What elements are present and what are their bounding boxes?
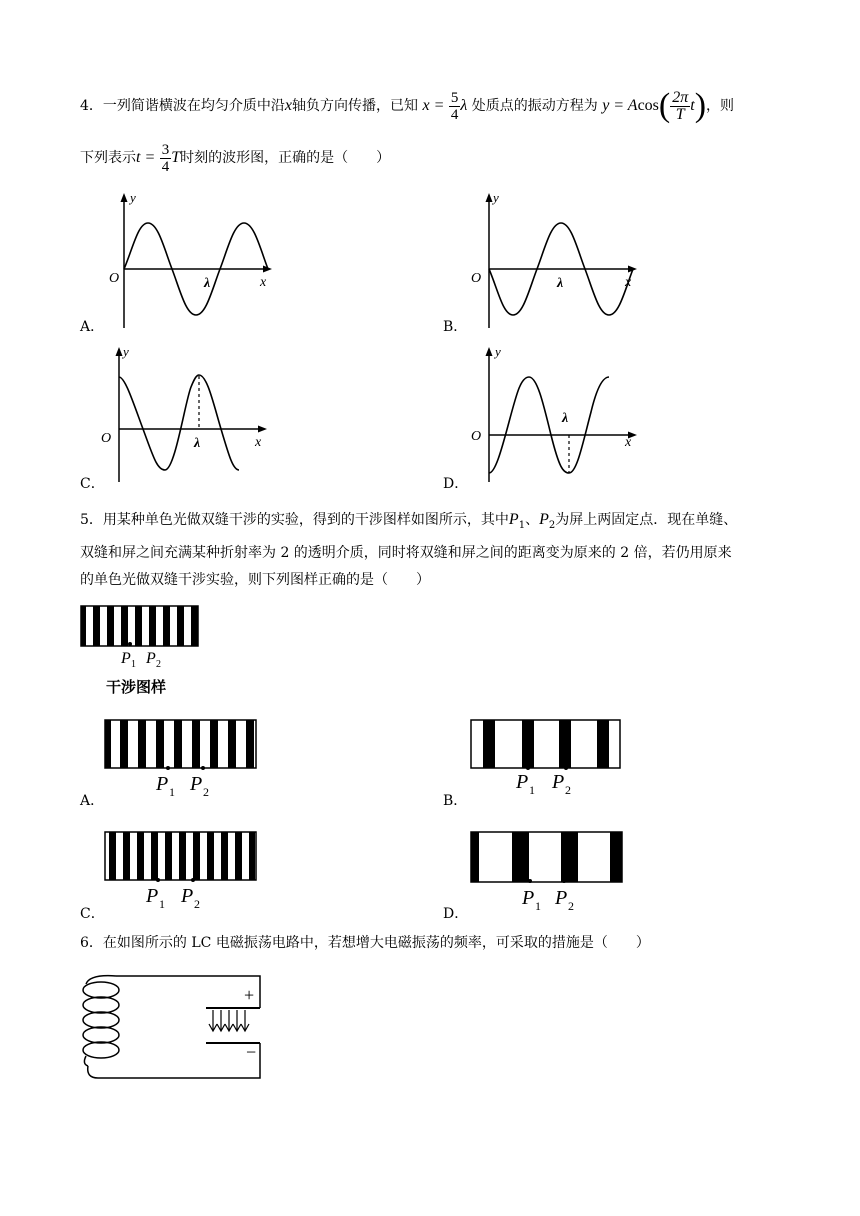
q5-pattern-a (104, 718, 264, 800)
q4-eq2-fraction: $\frac{2\pi}{T}$ (672, 88, 689, 123)
graph-y-label: y (130, 190, 136, 205)
q4-text3: 处质点的振动方程为 (471, 98, 598, 114)
svg-text:1: 1 (529, 783, 535, 797)
capacitor (206, 1008, 260, 1043)
q5-line1: 5．用某种单色光做双缝干涉的实验，得到的干涉图样如图所示，其中$P_1$、$P_2$为屏上两固定点．现在单缝、 (80, 511, 738, 531)
q5-caption: 干涉图样 (106, 678, 167, 696)
q4-eq1-lambda: λ (460, 97, 468, 114)
q4-graph-a (100, 188, 280, 333)
svg-text:1: 1 (535, 899, 541, 912)
q4-eq3-lhs: t = (136, 149, 156, 166)
q4-eq2-cos: cos (637, 97, 659, 114)
q5-reference-pattern (80, 605, 205, 670)
q5-pattern-d (470, 830, 630, 912)
svg-text:P: P (190, 773, 203, 795)
graph-origin-label: O (109, 271, 120, 286)
svg-text:P: P (552, 771, 565, 793)
q4-x-var: x (284, 97, 293, 114)
plus-sign: + (244, 985, 255, 1005)
graph-y-label: y (123, 344, 129, 359)
svg-text:P: P (181, 885, 194, 907)
q4-option-d: D． (443, 476, 469, 492)
svg-text:P: P (146, 650, 156, 667)
q4-text2: 轴负方向传播，已知 (292, 98, 419, 114)
q4-line2-b: 时刻的波形图，正确的是（ ） (180, 150, 391, 166)
q4-graph-b (465, 188, 645, 333)
q5-option-a: A． (80, 793, 105, 809)
graph-x-label: x (255, 435, 262, 450)
q4-option-a: A． (80, 319, 105, 335)
svg-text:1: 1 (131, 659, 136, 670)
graph-lambda-label: λ (562, 411, 569, 426)
svg-text:2: 2 (565, 783, 571, 797)
q4-text1: 一列简谐横波在均匀介质中沿 (102, 98, 285, 114)
q5-option-d: D． (443, 906, 469, 922)
q4-text4: ，则 (706, 98, 735, 114)
q4-number: 4． (80, 98, 103, 114)
graph-x-label: x (625, 275, 632, 290)
q6-lc-circuit-diagram (76, 968, 276, 1086)
q4-option-b: B． (443, 319, 468, 335)
svg-text:P: P (146, 885, 159, 907)
q5-line1-text: 5．用某种单色光做双缝干涉的实验，得到的干涉图样如图所示，其中 (80, 512, 509, 528)
inductor-coil (83, 976, 119, 1066)
q5-line3: 的单色光做双缝干涉实验，则下列图样正确的是（ ） (80, 572, 430, 588)
svg-text:P: P (555, 887, 568, 909)
q5-pattern-c (104, 830, 264, 912)
graph-origin-label: O (101, 431, 112, 446)
q5-pattern-b (470, 718, 630, 800)
graph-lambda-label: λ (557, 276, 564, 291)
svg-text:P: P (121, 650, 131, 667)
q4-graph-c (95, 342, 275, 487)
svg-text:P: P (522, 887, 535, 909)
q4-graph-d (465, 342, 645, 487)
svg-text:1: 1 (159, 897, 165, 911)
q4-eq3-fraction: $\frac{3}{4}$ (161, 141, 170, 175)
q4-eq1-lhs: x = (422, 97, 445, 114)
q4-line2 (80, 138, 390, 178)
svg-text:2: 2 (568, 899, 574, 912)
q4-line2-a: 下列表示 (80, 150, 136, 166)
graph-origin-label: O (471, 429, 482, 444)
minus-sign: − (246, 1042, 257, 1062)
svg-text:P: P (156, 773, 169, 795)
q4-line1: 4．一列简谐横波在均匀介质中沿x轴负方向传播，已知 x = $\frac{5}{4}$ λ 处质点的振动方程为 y = Acos( $\frac{2\pi}{T}$ t)，则 (80, 87, 735, 124)
svg-text:2: 2 (203, 785, 209, 799)
q6-text: 6．在如图所示的 LC 电磁振荡电路中，若想增大电磁振荡的频率，可采取的措施是（ ） (80, 935, 650, 951)
graph-lambda-label: λ (204, 276, 211, 291)
graph-x-label: x (625, 435, 632, 450)
q4-eq2-lhs: y = A (602, 97, 638, 114)
graph-x-label: x (260, 275, 267, 290)
q5-line2: 双缝和屏之间充满某种折射率为 2 的透明介质，同时将双缝和屏之间的距离变为原来的 2 倍，若仍用原来 (80, 545, 732, 561)
svg-text:2: 2 (194, 897, 200, 911)
graph-y-label: y (495, 344, 501, 359)
field-arrows (209, 1010, 249, 1031)
q4-eq3-T: T (171, 149, 181, 166)
q5-option-c: C． (80, 906, 105, 922)
graph-origin-label: O (471, 271, 482, 286)
q5-option-b: B． (443, 793, 468, 809)
q4-eq2-t: t (690, 97, 695, 114)
q4-eq1-fraction: $\frac{5}{4}$ (450, 89, 459, 123)
q5-line1-end: 为屏上两固定点．现在单缝、 (555, 512, 738, 528)
svg-text:P: P (516, 771, 529, 793)
graph-lambda-label: λ (194, 436, 201, 451)
svg-text:2: 2 (156, 659, 161, 670)
graph-y-label: y (493, 190, 499, 205)
q4-option-c: C． (80, 476, 105, 492)
svg-text:1: 1 (169, 785, 175, 799)
